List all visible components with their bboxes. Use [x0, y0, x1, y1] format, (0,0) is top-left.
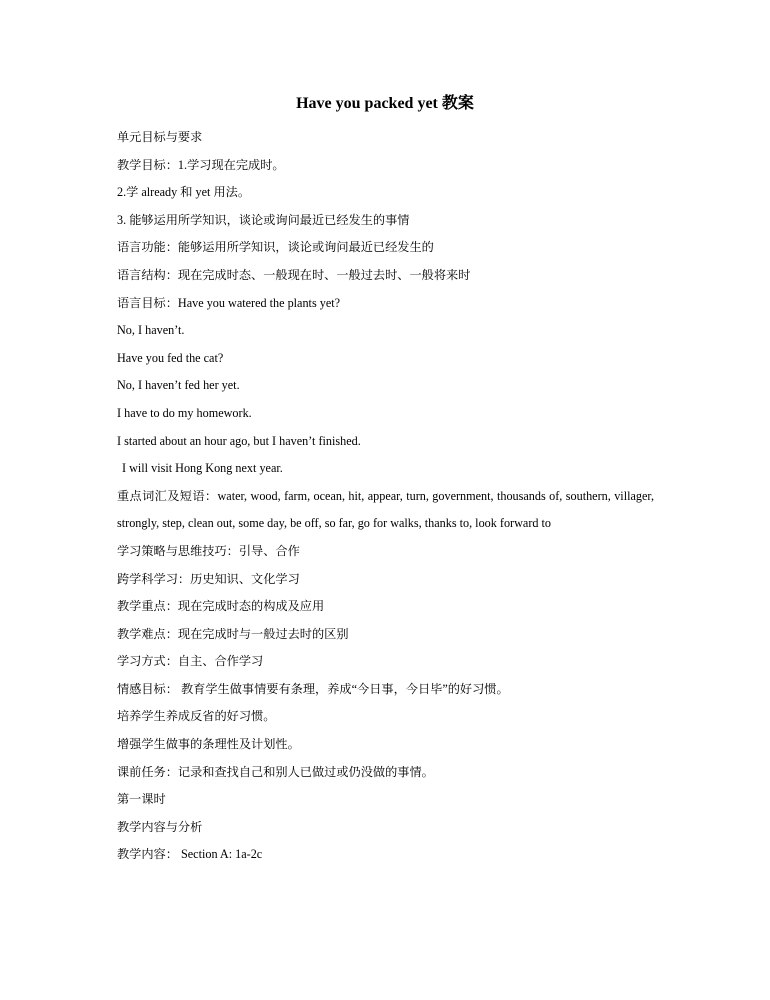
key-vocabulary: 重点词汇及短语：water, wood, farm, ocean, hit, appear, turn, government, thousands of, southern, villager, strongly, step, clean out, some day, be off, so far, go for walks, thanks to, look forward to — [117, 488, 654, 531]
example-sentence: No, I haven’t fed her yet. — [117, 378, 240, 393]
teaching-goal-2: 2.学 already 和 yet 用法。 — [117, 185, 251, 200]
cross-subject-learning: 跨学科学习：历史知识、文化学习 — [117, 571, 300, 586]
example-sentence: Have you fed the cat? — [117, 350, 224, 365]
example-sentence: I started about an hour ago, but I haven’t finished. — [117, 433, 361, 448]
language-function: 语言功能：能够运用所学知识，谈论或询问最近已经发生的 — [117, 240, 434, 255]
section-heading-unit-goals: 单元目标与要求 — [117, 130, 203, 144]
teaching-goal-3: 3. 能够运用所学知识，谈论或询问最近已经发生的事情 — [117, 212, 410, 227]
language-goal: 语言目标：Have you watered the plants yet? — [117, 295, 341, 310]
language-structure: 语言结构：现在完成时态、一般现在时、一般过去时、一般将来时 — [117, 267, 471, 282]
example-sentence: I have to do my homework. — [117, 405, 252, 420]
lesson-heading: 第一课时 — [117, 792, 166, 807]
emotional-goal-detail: 增强学生做事的条理性及计划性。 — [117, 737, 300, 752]
document-body — [117, 124, 654, 869]
learning-strategies: 学习策略与思维技巧：引导、合作 — [117, 543, 300, 558]
document-title: Have you packed yet 教案 — [296, 95, 474, 112]
emotional-goal-detail: 培养学生养成反省的好习惯。 — [117, 709, 276, 724]
teaching-focus: 教学重点：现在完成时态的构成及应用 — [117, 599, 325, 614]
example-sentence: I will visit Hong Kong next year. — [122, 461, 283, 476]
teaching-difficulty: 教学难点：现在完成时与一般过去时的区别 — [117, 626, 349, 641]
learning-method: 学习方式：自主、合作学习 — [117, 654, 264, 669]
pre-class-task: 课前任务：记录和查找自己和别人已做过或仍没做的事情。 — [117, 764, 434, 779]
emotional-goal: 情感目标： 教育学生做事情要有条理，养成“今日事，今日毕”的好习惯。 — [117, 681, 509, 696]
teaching-content: 教学内容： Section A: 1a-2c — [117, 847, 263, 862]
teaching-goal-1: 教学目标：1.学习现在完成时。 — [117, 157, 285, 172]
content-analysis-heading: 教学内容与分析 — [117, 819, 203, 834]
example-sentence: No, I haven’t. — [117, 323, 185, 338]
